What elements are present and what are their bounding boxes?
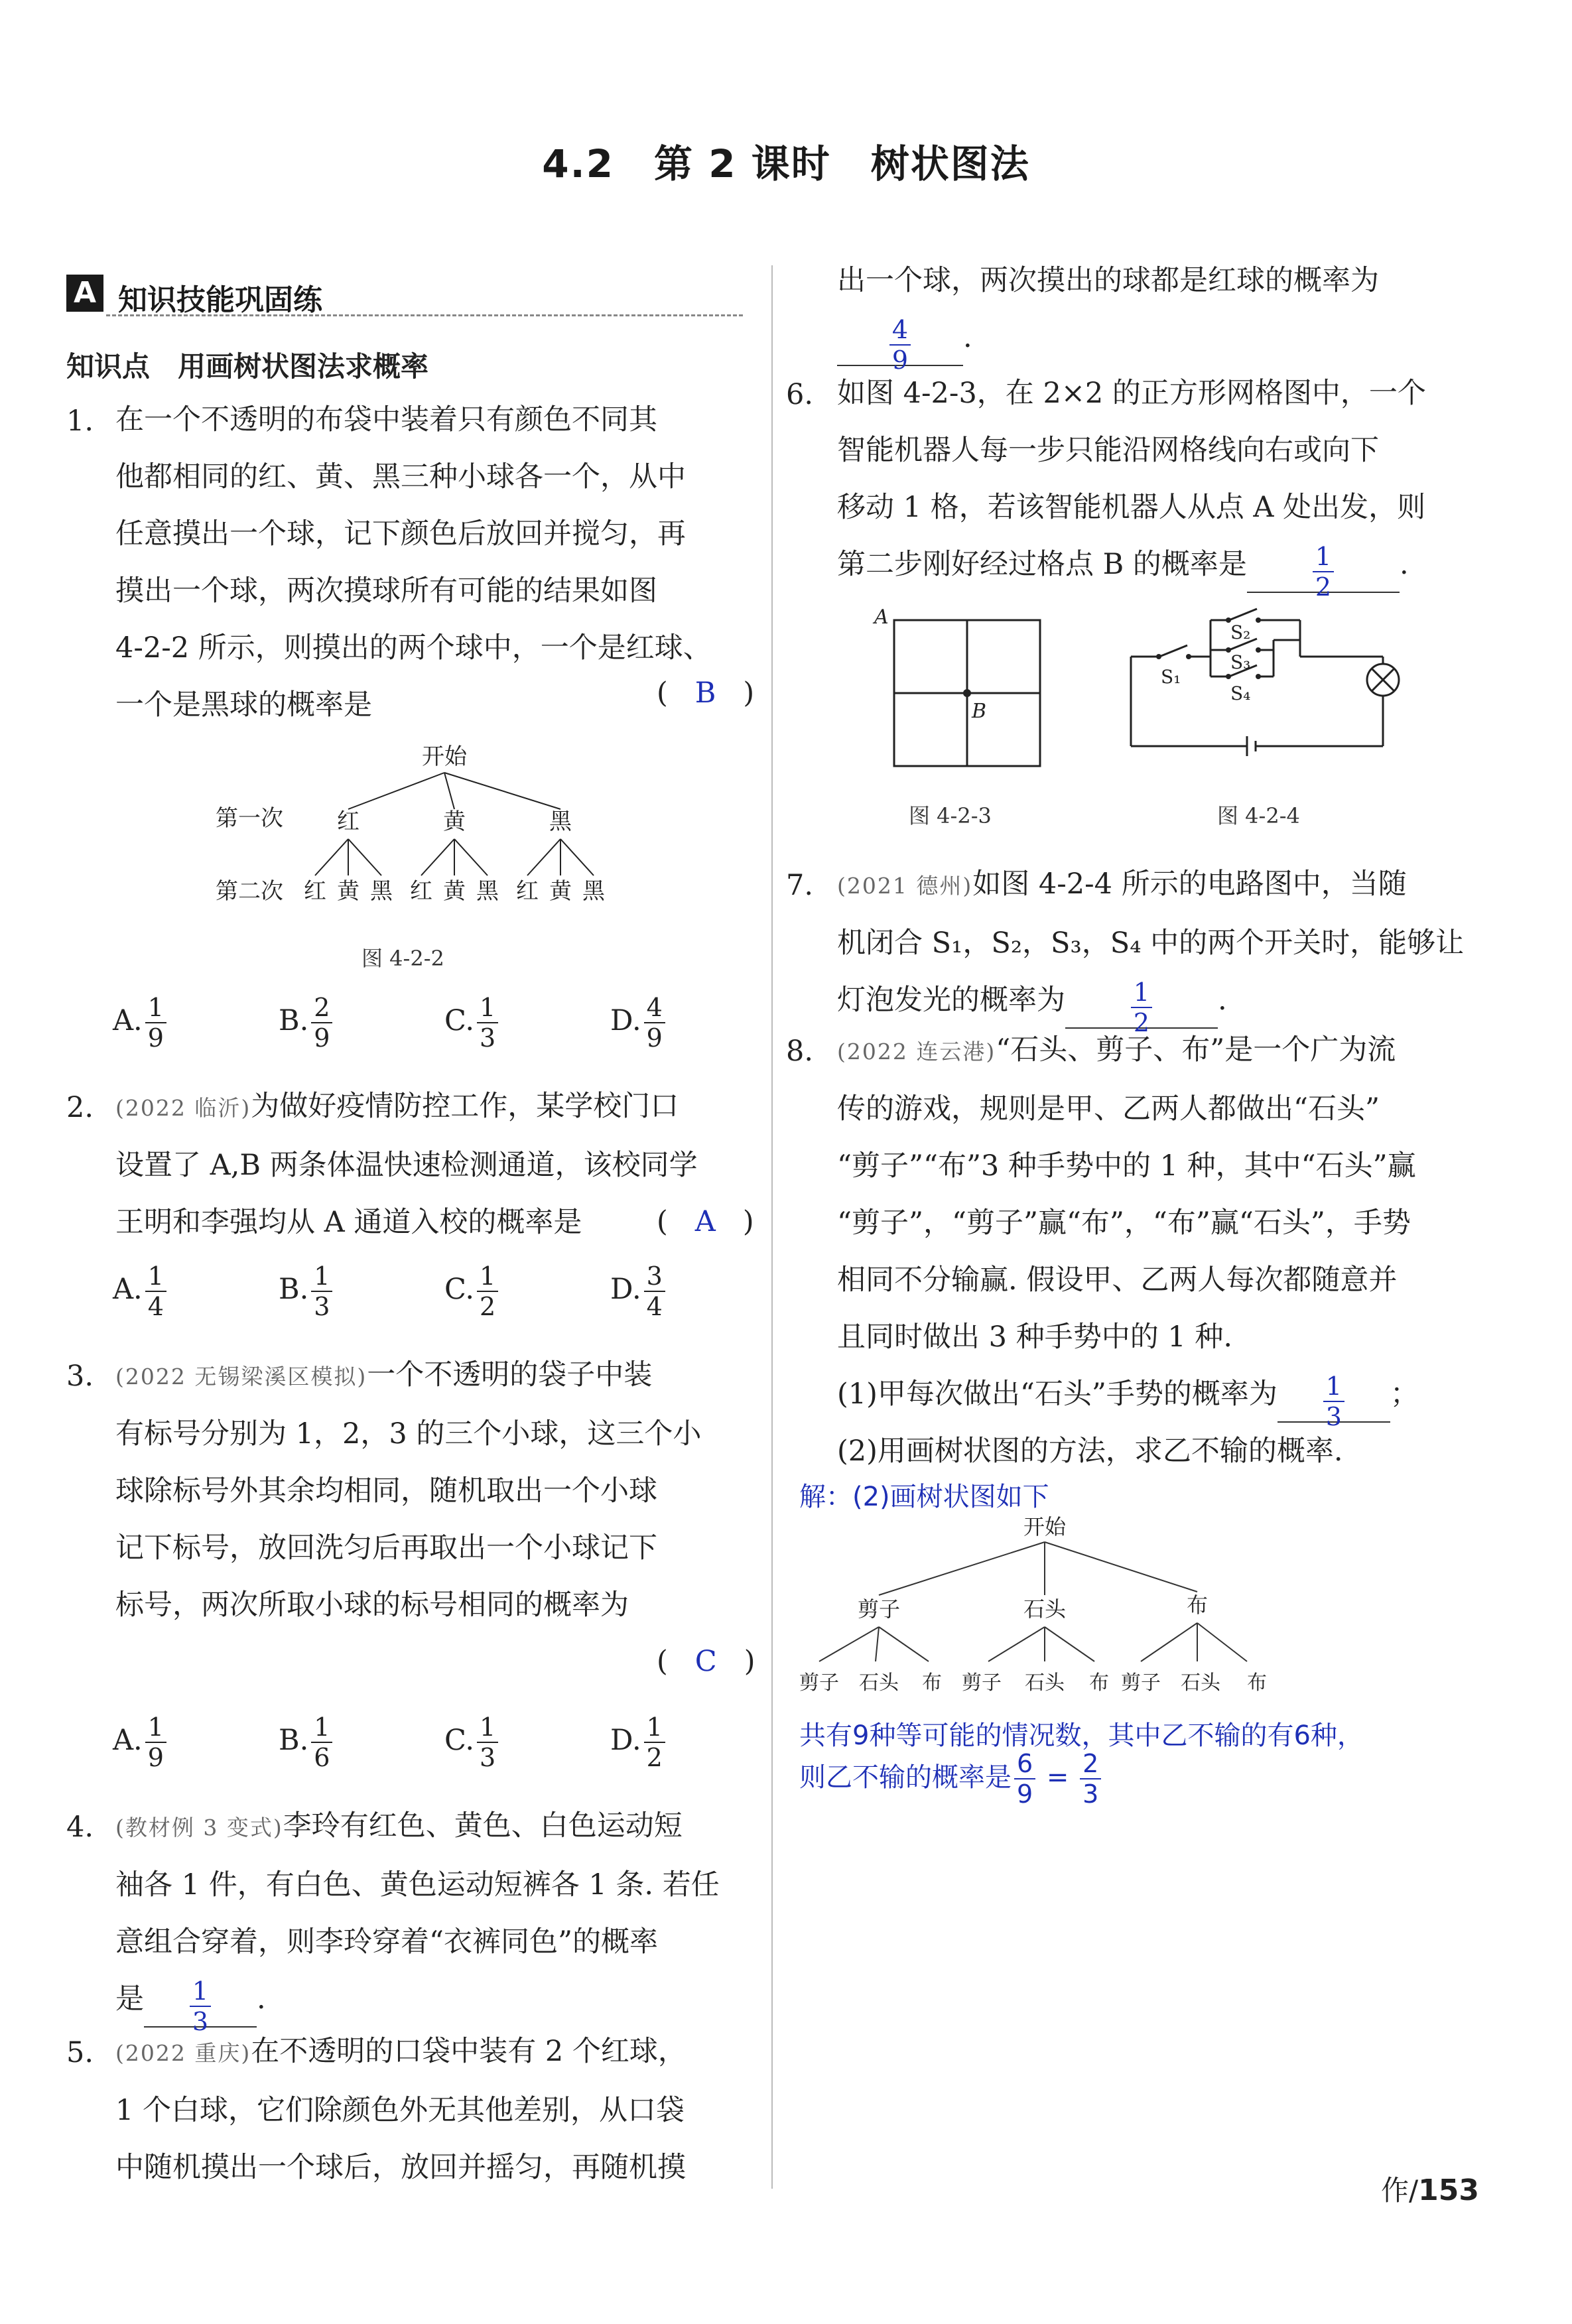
figure-caption: 图 4-2-2 [361,946,444,971]
answer-parentheses: ( A ) [657,1205,754,1238]
tree-first-label: 第一次 [216,805,283,832]
question-line: 机闭合 S₁，S₂，S₃，S₄ 中的两个开关时，能够让 [837,927,1465,960]
answer-choice: C [694,1645,717,1678]
tree-node-l2: 剪子 [962,1671,1002,1695]
question-line: 设置了 A,B 两条体温快速检测通道，该校同学 [115,1149,698,1182]
question-line: “剪子”“布”3 种手势中的 1 种，其中“石头”赢 [837,1149,1416,1183]
page-title: 4.2 第 2 课时 树状图法 [542,141,1030,186]
question-line: 第二步刚好经过格点 B 的概率是 $\frac{1}{2}$ . [837,542,1409,602]
switch-label: S₄ [1230,682,1251,704]
tree-node-l1: 红 [337,808,360,835]
answer-parentheses: ( B ) [657,677,755,710]
tree-node-l1: 剪子 [857,1596,901,1622]
question-line: 标号，两次所取小球的标号相同的概率为 [115,1588,629,1622]
tree-node-l1: 黄 [443,808,466,835]
tree-node-l2: 黄 [549,878,572,905]
option-d: D. $\frac{4}{9}$ [610,995,668,1051]
tree-node-l1: 黑 [549,808,572,835]
question-line: 记下标号，放回洗匀后再取出一个小球记下 [115,1531,657,1565]
question-number: 5. [66,2036,94,2069]
question-line: 摸出一个球，两次摸球所有可能的结果如图 [115,574,657,608]
question-line: 移动 1 格，若该智能机器人从点 A 处出发，则 [837,491,1426,524]
tree-second-label: 第二次 [216,878,283,905]
tree-node-l2: 黑 [582,878,605,905]
question-source: (2022 临沂) [115,1095,251,1121]
option-d: D. $\frac{3}{4}$ [610,1263,668,1319]
tree-node-l1: 石头 [1023,1596,1067,1622]
question-line: 在一个不透明的布袋中装着只有颜色不同其 [115,403,657,436]
question-number: 3. [66,1360,94,1393]
section-header [66,272,750,318]
option-a: A. $\frac{1}{4}$ [113,1263,169,1319]
question-number: 7. [786,869,814,902]
answer-choice: A [694,1205,716,1238]
section-badge: A [66,275,103,312]
question-source: (2022 无锡梁溪区模拟) [115,1364,367,1389]
question-line: (2022 临沂)为做好疫情防控工作，某学校门口 [115,1090,679,1123]
question-line: 相同不分输赢. 假设甲、乙两人每次都随意并 [837,1263,1398,1297]
question-number: 1. [66,405,94,438]
tree-node-l2: 黑 [370,878,393,905]
solution-tree-diagram [793,1509,1310,1708]
solution-line-1: 共有9种等可能的情况数，其中乙不输的有6种， [799,1720,1364,1751]
tree-node-l2: 红 [410,878,432,905]
knowledge-point: 知识点 用画树状图法求概率 [66,350,429,383]
tree-node-l2: 红 [516,878,539,905]
label-a: A [874,606,889,629]
switch-label: S₃ [1230,651,1251,673]
question-line: (2021 德州)如图 4-2-4 所示的电路图中，当随 [837,868,1407,901]
solution-line-2: 则乙不输的概率是 $\frac{6}{9}$ = $\frac{2}{3}$ [799,1751,1104,1807]
question-line: 智能机器人每一步只能沿网格线向右或向下 [837,434,1379,467]
question-line: 传的游戏，规则是甲、乙两人都做出“石头” [837,1092,1380,1126]
question-line: 他都相同的红、黄、黑三种小球各一个，从中 [115,460,686,493]
answer-blank: $\frac{1}{2}$ [1247,545,1400,593]
question-line: (2022 无锡梁溪区模拟)一个不透明的袋子中装 [115,1358,653,1391]
question-source: (2021 德州) [837,873,973,899]
question-line: 且同时做出 3 种手势中的 1 种. [837,1321,1233,1354]
tree-node-l1: 布 [1186,1592,1209,1618]
page-number: 作/153 [1380,2173,1479,2207]
tree-node-l2: 黄 [337,878,360,905]
label-b: B [972,700,987,723]
question-line: 出一个球，两次摸出的球都是红球的概率为 [837,264,1379,297]
solution-heading: 解：(2)画树状图如下 [799,1482,1049,1512]
question-line: 有标号分别为 1，2，3 的三个小球，这三个小 [115,1417,702,1451]
answer-parentheses: ( C ) [657,1645,755,1678]
section-rule [106,314,743,316]
question-5-continued: 出一个球，两次摸出的球都是红球的概率为 $\frac{4}{9}$ . [837,252,1379,366]
tree-node-l2: 布 [1247,1671,1267,1695]
tree-node-l2: 黑 [476,878,499,905]
grid-point-b [963,689,971,697]
column-divider [771,265,773,2189]
question-line: 意组合穿着，则李玲穿着“衣裤同色”的概率 [115,1925,658,1959]
question-line: 4-2-2 所示，则摸出的两个球中，一个是红球、 [115,631,712,665]
figure-caption: 图 4-2-3 [909,803,992,828]
tree-node-l2: 布 [1089,1671,1109,1695]
tree-node-l2: 石头 [1181,1671,1220,1695]
question-number: 8. [786,1035,814,1068]
answer-blank: $\frac{1}{2}$ [1065,981,1218,1029]
question-source: (2022 重庆) [115,2040,251,2066]
question-line: 是 $\frac{1}{3}$ . [115,1976,266,2036]
option-b: B. $\frac{2}{9}$ [279,995,335,1051]
option-a: A. $\frac{1}{9}$ [113,995,169,1051]
option-c: C. $\frac{1}{3}$ [444,1714,501,1770]
question-line: 一个是黑球的概率是 [115,688,372,722]
sub-question-1: (1)甲每次做出“石头”手势的概率为 $\frac{1}{3}$ ； [837,1372,1419,1431]
figure-caption: 图 4-2-4 [1217,803,1300,828]
grid-figure-4-2-3 [869,597,1055,769]
option-a: A. $\frac{1}{9}$ [113,1714,169,1770]
question-line: “剪子”，“剪子”赢“布”，“布”赢“石头”，手势 [837,1206,1411,1240]
question-line: 1 个白球，它们除颜色外无其他差别，从口袋 [115,2094,685,2127]
question-line: 袖各 1 件，有白色、黄色运动短裤各 1 条. 若任 [115,1868,720,1902]
question-line: (2022 重庆)在不透明的口袋中装有 2 个红球， [115,2035,687,2068]
option-d: D. $\frac{1}{2}$ [610,1714,668,1770]
question-line: (教材例 3 变式)李玲有红色、黄色、白色运动短 [115,1809,683,1842]
tree-node-l2: 石头 [1025,1671,1065,1695]
question-line: 中随机摸出一个球后，放回并摇匀，再随机摸 [115,2151,686,2184]
question-line: 球除标号外其余均相同，随机取出一个小球 [115,1474,657,1508]
question-source: (2022 连云港) [837,1039,996,1065]
option-b: B. $\frac{1}{3}$ [279,1263,335,1319]
circuit-figure-4-2-4 [1121,600,1406,759]
question-line: 灯泡发光的概率为 $\frac{1}{2}$ . [837,978,1227,1037]
question-number: 2. [66,1091,94,1124]
question-line: 王明和李强均从 A 通道入校的概率是 [115,1206,582,1239]
answer-choice: B [694,677,716,710]
tree-node-l2: 剪子 [799,1671,839,1695]
tree-node-l2: 石头 [859,1671,899,1695]
answer-blank: $\frac{1}{3}$ [1277,1375,1390,1423]
option-b: B. $\frac{1}{6}$ [279,1714,335,1770]
question-number: 6. [786,378,814,411]
tree-node-l2: 剪子 [1121,1671,1161,1695]
section-title: 知识技能巩固练 [118,283,322,317]
answer-blank: $\frac{1}{3}$ [144,1980,257,2028]
answer-blank: $\frac{4}{9}$ [837,318,963,366]
question-source: (教材例 3 变式) [115,1815,283,1840]
switch-label: S₁ [1161,666,1181,688]
question-number: 4. [66,1811,94,1844]
question-line: 任意摸出一个球，记下颜色后放回并搅匀，再 [115,517,686,550]
question-line: (2022 连云港)“石头、剪子、布”是一个广为流 [837,1033,1396,1066]
sub-question-2: (2)用画树状图的方法，求乙不输的概率. [837,1435,1343,1468]
tree-node-l2: 黄 [443,878,466,905]
option-c: C. $\frac{1}{2}$ [444,1263,501,1319]
tree-root: 开始 [422,743,467,770]
tree-node-l2: 红 [304,878,326,905]
option-c: C. $\frac{1}{3}$ [444,995,501,1051]
tree-diagram-4-2-2 [199,736,663,909]
switch-label: S₂ [1230,621,1251,643]
tree-root: 开始 [1023,1514,1067,1539]
tree-node-l2: 布 [922,1671,942,1695]
question-line: 如图 4-2-3，在 2×2 的正方形网格图中，一个 [837,377,1426,410]
